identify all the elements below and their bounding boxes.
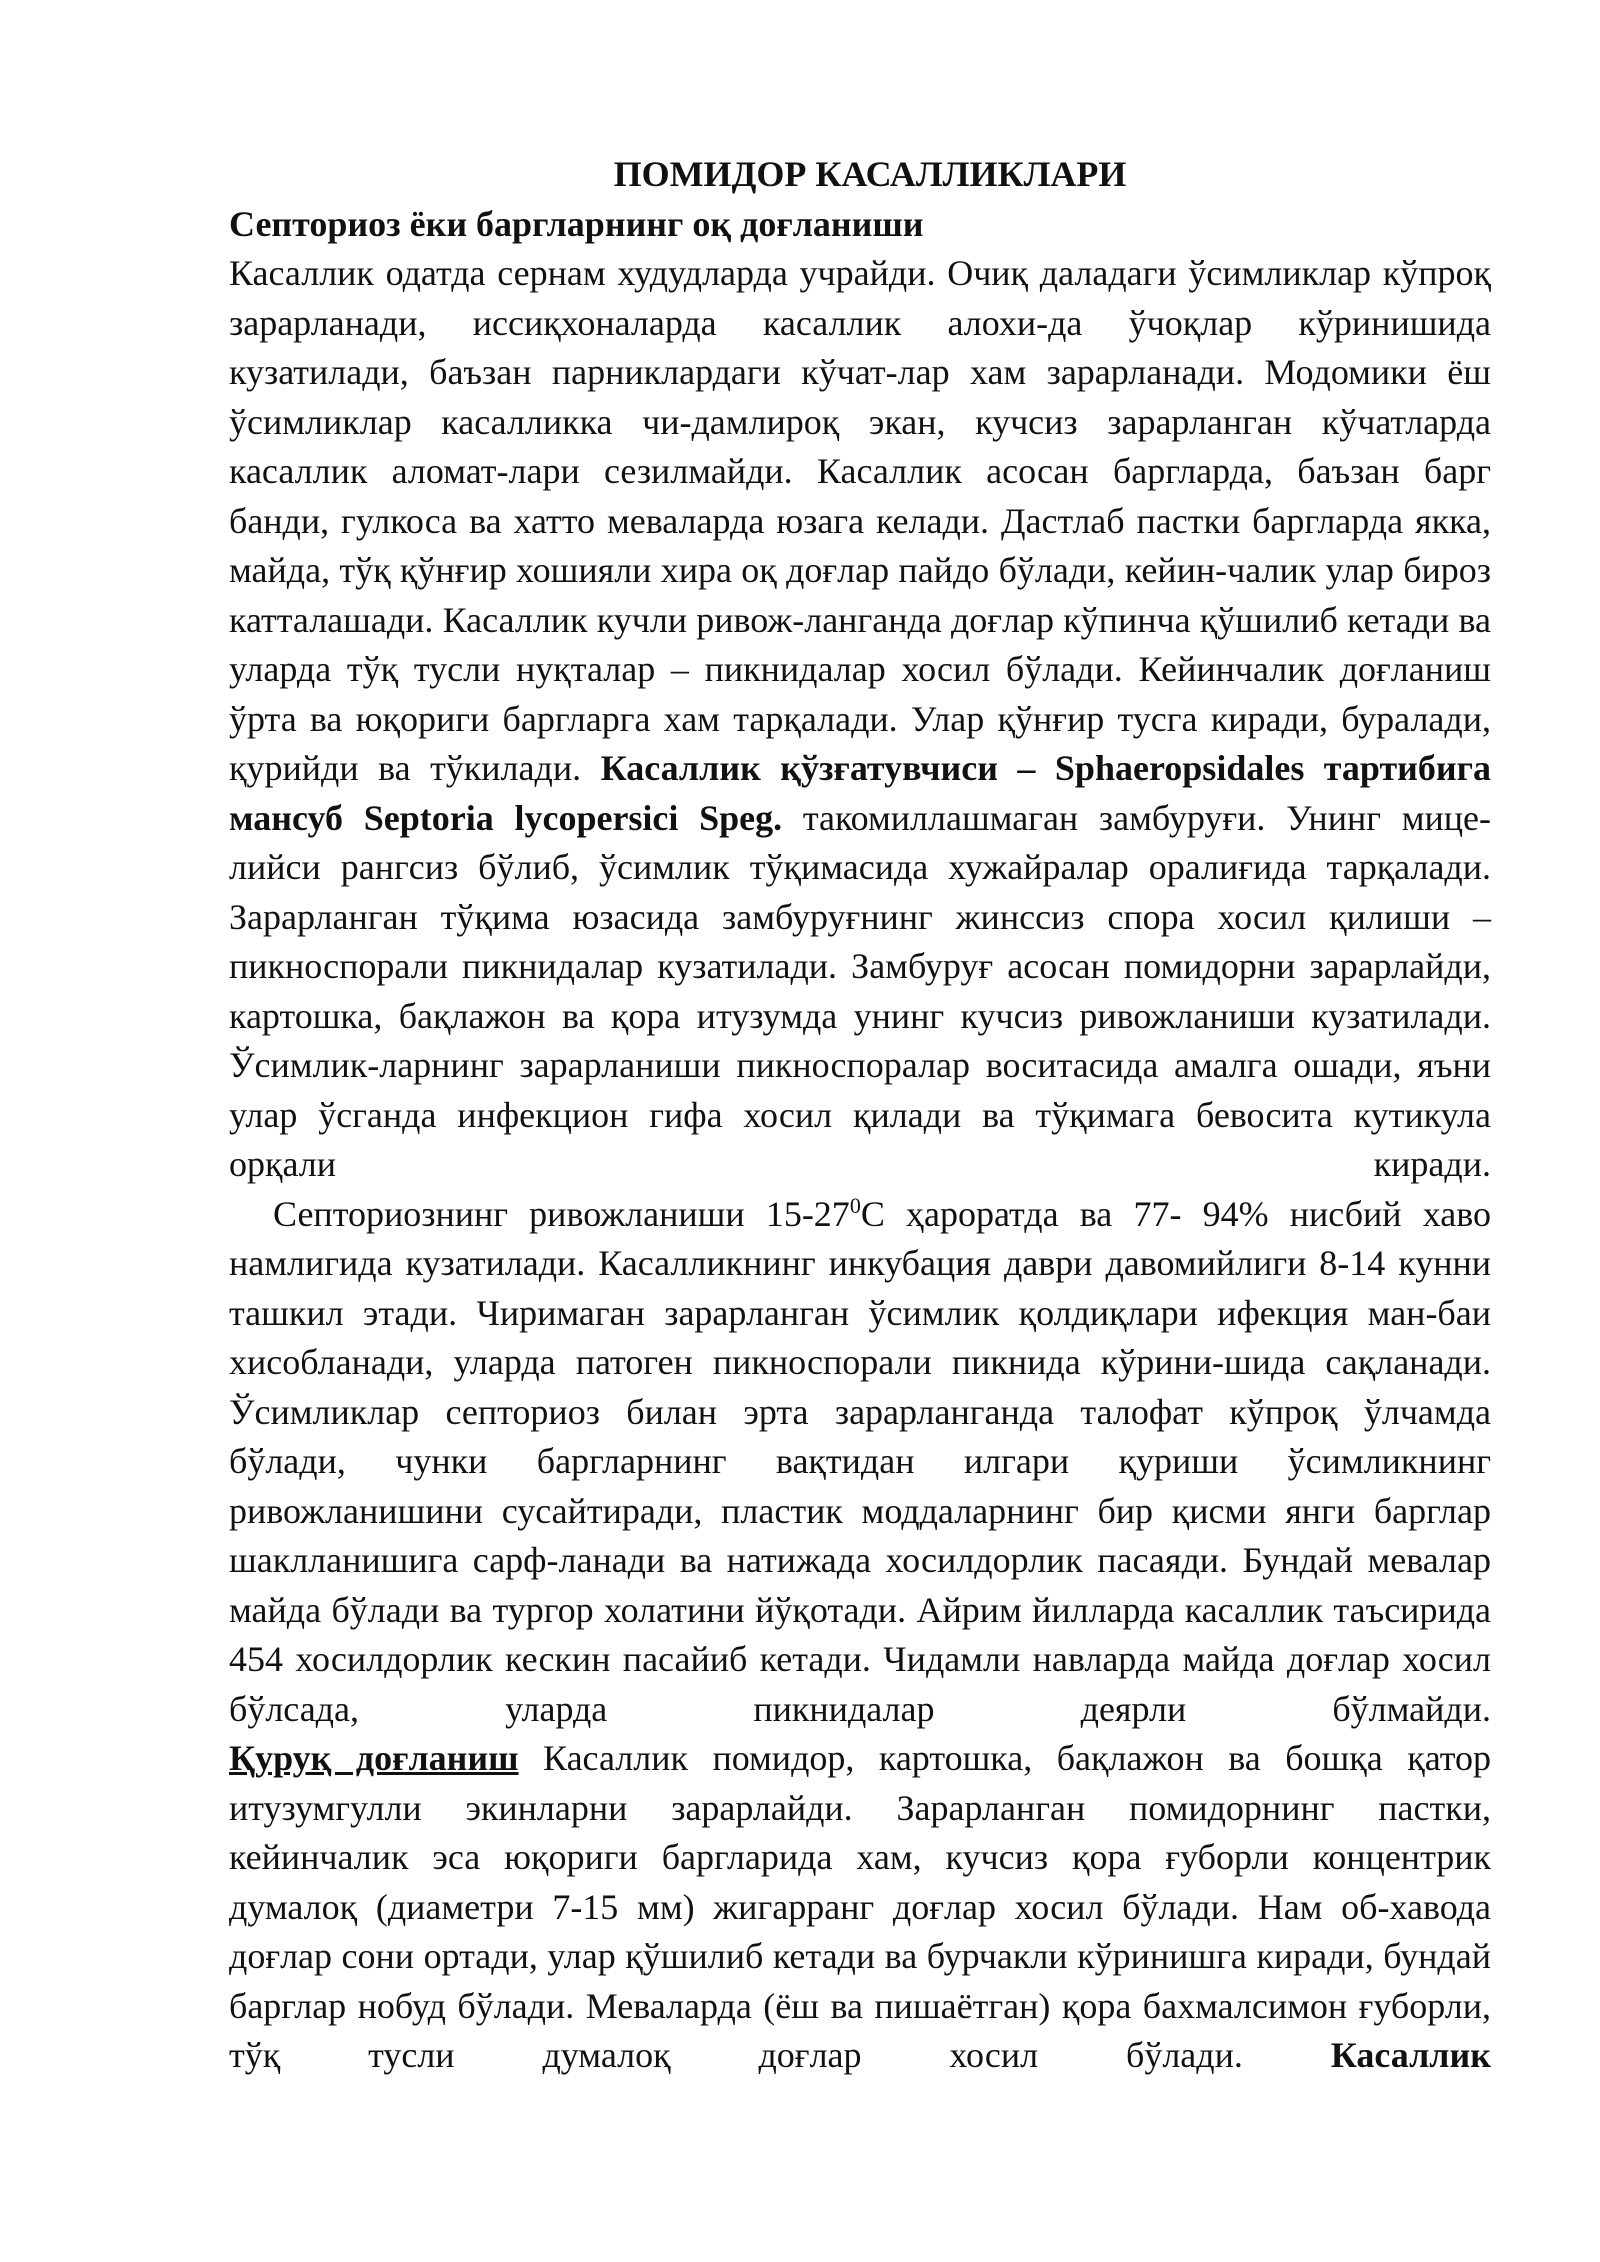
section-heading-septoriosis: Септориоз ёки баргларнинг оқ доғланиши (229, 203, 924, 244)
document-body (229, 150, 1491, 2081)
degree-superscript: 0 (849, 1192, 861, 1218)
pathogen-name-bold: Касаллик қўзғатувчиси – Sphaeropsidales тартибига мансуб Septoria lycopersici Speg. (229, 748, 1491, 838)
paragraph-septoriosis-description (229, 249, 1491, 1190)
paragraph-text: Касаллик одатда сернам худудларда учрайди. Очиқ даладаги ўсимликлар кўпроқ зарарланади, иссиқхоналарда касаллик алохи-да ўчоқлар кўринишида кузатилади, баъзан парниклардаги кўчат-лар хам зарарланади. Модомики ёш ўсимликлар касалликка чи-дамлироқ экан, кучсиз зарарланган кўчатларда касаллик аломат-лари сезилмайди. Касаллик асосан баргларда, баъзан барг банди, гулкоса ва хатто меваларда юзага келади. Дастлаб пастки баргларда якка, майда, тўқ қўнғир хошияли хира оқ доғлар пайдо бўлади, кейин-чалик улар бироз катталашади. Касаллик кучли ривож-ланганда доғлар кўпинча қўшилиб кетади ва уларда тўқ тусли нуқталар – пикнидалар хосил бўлади. Кейинчалик доғланиш ўрта ва юқориги баргларга хам тарқалади. Улар қўнғир тусга киради, буралади, қурийди ва тўкилади. (229, 253, 1491, 788)
document-title: ПОМИДОР КАСАЛЛИКЛАРИ (613, 154, 1127, 194)
dry-spot-heading: Қуруқ доғланиш (229, 1738, 519, 1778)
paragraph-text: С ҳароратда ва 77- 94% нисбий хаво намлигида кузатилади. Касалликнинг инкубация даври давомийлиги 8-14 кунни ташкил этади. Чиримаган зарарланган ўсимлик қолдиқлари ифекция ман-баи хисобланади, уларда патоген пикноспорали пикнида кўрини-шида сақланади. Ўсимликлар септориоз билан эрта зарарланганда талофат кўпроқ ўлчамда бўлади, чунки баргларнинг вақтидан илгари қуриши ўсимликнинг ривожланишини сусайтиради, пластик моддаларнинг бир қисми янги барглар шаклланишига сарф-ланади ва натижада хосилдорлик пасаяди. Бундай мевалар майда бўлади ва тургор холатини йўқотади. Айрим йилларда касаллик таъсирида 454 хосилдорлик кескин пасайиб кетади. Чидамли навларда майда доғлар хосил бўлсада, уларда пикнидалар деярли бўлмайди. (229, 1193, 1491, 1729)
paragraph-text: Касаллик помидор, картошка, бақлажон ва бошқа қатор итузумгулли экинларни зарарлайди. Зарарланган помидорнинг пастки, кейинчалик эса юқориги баргларида хам, кучсиз қора ғуборли концентрик думалоқ (диаметри 7-15 мм) жигарранг доғлар хосил бўлади. Нам об-хавода доғлар сони ортади, улар қўшилиб кетади ва бурчакли кўринишга киради, бундай барглар нобуд бўлади. Меваларда (ёш ва пишаётган) қора бахмалсимон ғуборли, тўқ тусли думалоқ доғлар хосил бўлади. (229, 1738, 1491, 2075)
paragraph-text: Септориознинг ривожланиши 15-27 (273, 1193, 850, 1234)
paragraph-septoriosis-development (229, 1190, 1491, 1735)
paragraph-bold-end: Касаллик (1330, 2035, 1491, 2075)
paragraph-dry-spot (229, 1734, 1491, 2081)
paragraph-text: такомиллашмаган замбуруғи. Унинг мице-лийси рангсиз бўлиб, ўсимлик тўқимасида хужайралар оралиғида тарқалади. Зарарланган тўқима юзасида замбуруғнинг жинссиз спора хосил қилиши – пикноспорали пикнидалар кузатилади. Замбуруғ асосан помидорни зарарлайди, картошка, бақлажон ва қора итузумда унинг кучсиз ривожланиши кузатилади. Ўсимлик-ларнинг зарарланиши пикноспоралар воситасида амалга ошади, яъни улар ўсганда инфекцион гифа хосил қилади ва тўқимага бевосита кутикула орқали киради. (229, 797, 1491, 1184)
